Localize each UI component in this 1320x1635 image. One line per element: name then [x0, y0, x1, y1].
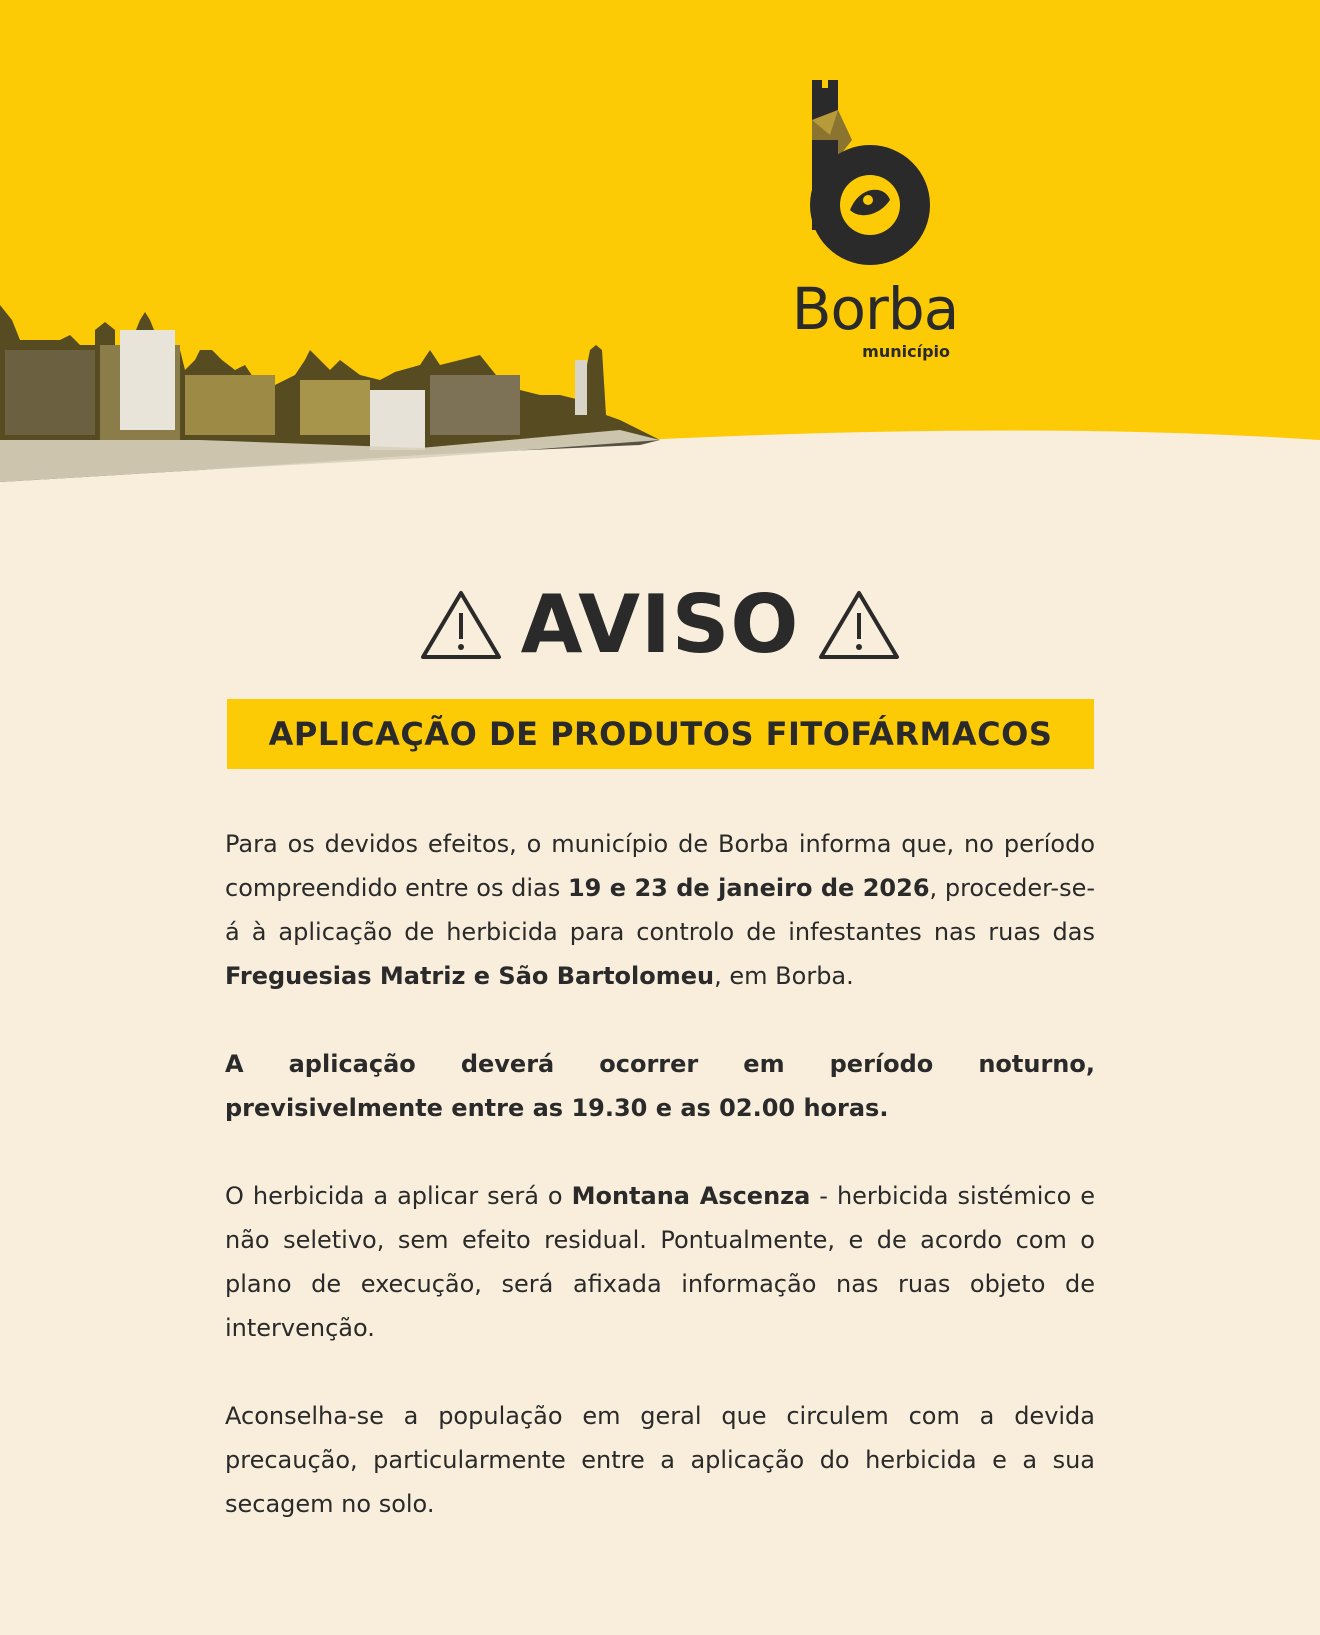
p3-product: Montana Ascenza — [571, 1182, 811, 1210]
p1-text-e: , em Borba. — [714, 962, 854, 990]
header-banner — [0, 0, 1320, 500]
notice-body — [225, 822, 1095, 1570]
paragraph-4 — [225, 1394, 1095, 1526]
paragraph-2 — [225, 1042, 1095, 1130]
p1-text-a: Para os devidos efeitos, o município de Borba informa que, no período compreendido entre os dias — [225, 830, 1095, 902]
p3-text-c: - herbicida sistémico e não seletivo, sem efeito residual. Pontualmente, e de acordo com o plano de execução, será afixada informação nas ruas objeto de intervenção. — [225, 1182, 1095, 1342]
warning-triangle-icon — [817, 589, 901, 661]
subtitle-text: APLICAÇÃO DE PRODUTOS FITOFÁRMACOS — [268, 715, 1053, 753]
borba-logo — [790, 80, 960, 370]
warning-triangle-icon — [419, 589, 503, 661]
p1-parishes: Freguesias Matriz e São Bartolomeu — [225, 962, 715, 990]
logo-subtitle: município — [862, 342, 950, 361]
p1-dates: 19 e 23 de janeiro de 2026 — [567, 874, 930, 902]
subtitle-banner — [227, 699, 1094, 769]
p2-schedule: A aplicação deverá ocorrer em período noturno, previsivelmente entre as 19.30 e as 02.00 horas. — [225, 1050, 1095, 1122]
p1-text-c: , proceder-se-á à aplicação de herbicida para controlo de infestantes nas ruas das — [225, 874, 1096, 946]
paragraph-3 — [225, 1174, 1095, 1350]
logo-wordmark: Borba — [791, 275, 959, 343]
p4-text: Aconselha-se a população em geral que circulem com a devida precaução, particularmente entre a aplicação do herbicida e a sua secagem no solo. — [225, 1402, 1095, 1518]
borba-logo-mark-icon — [790, 80, 960, 280]
paragraph-1 — [225, 822, 1095, 998]
title-row — [0, 575, 1320, 675]
p3-text-a: O herbicida a aplicar será o — [225, 1182, 572, 1210]
header-background — [0, 0, 1320, 500]
page-title: AVISO — [520, 578, 800, 671]
